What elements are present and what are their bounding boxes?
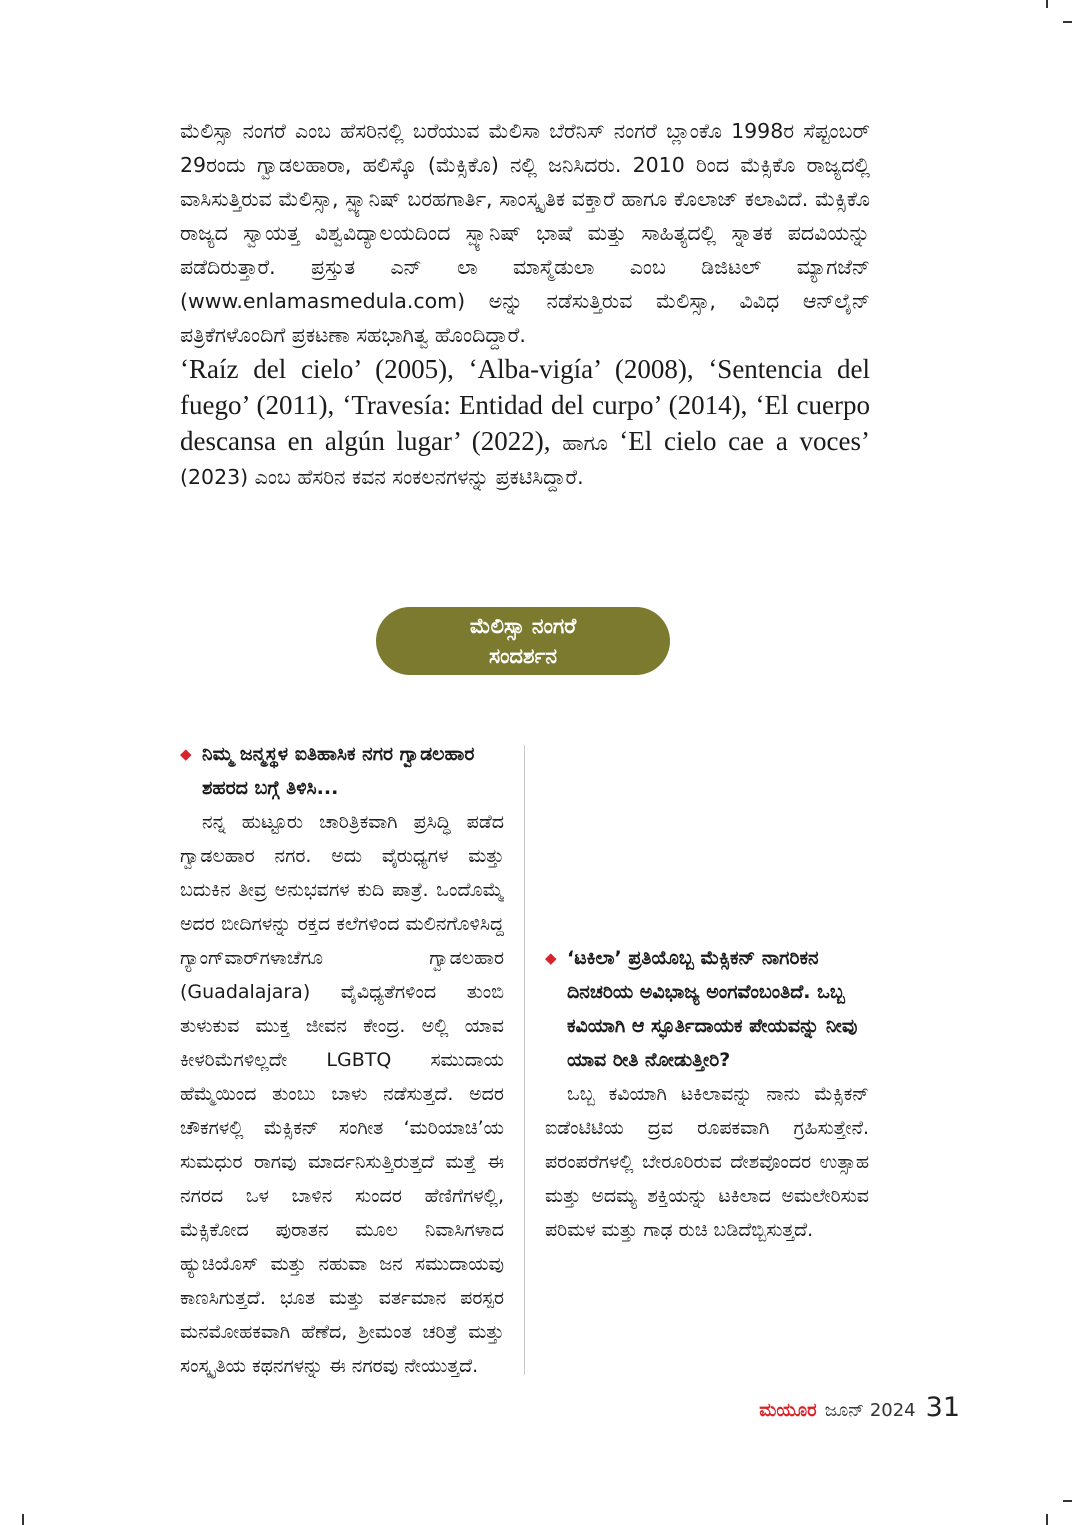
magazine-logo: ಮಯೂರ — [759, 1400, 817, 1421]
crop-mark — [1046, 0, 1048, 8]
interview-answer-continued — [545, 737, 869, 941]
crop-mark — [1063, 21, 1072, 23]
interview-column-right — [545, 737, 869, 1247]
works-list: ‘Raíz del cielo’ (2005), ‘Alba-vigía’ (2008), ‘Sentencia del fuego’ (2011), ‘Travesía: Entidad del curpo’ (2014), ‘El cuerpo descansa en algún lugar’ (2022), — [180, 354, 870, 456]
page-number: 31 — [925, 1392, 960, 1423]
section-title-line1: ಮೆಲಿಸ್ಸಾ ನಂಗರೆ — [469, 614, 577, 638]
issue-date: ಜೂನ್ 2024 — [824, 1400, 916, 1421]
crop-mark — [1063, 1500, 1072, 1502]
interview-answer: ಒಬ್ಬ ಕವಿಯಾಗಿ ಟಕಿಲಾವನ್ನು ನಾನು ಮೆಕ್ಸಿಕನ್ ಐಡೆಂಟಿಟಿಯ ದ್ರವ ರೂಪಕವಾಗಿ ಗ್ರಹಿಸುತ್ತೇನೆ. ಪರಂಪರೆಗಳಲ್ಲಿ ಬೇರೂರಿರುವ ದೇಶವೊಂದರ ಉತ್ಸಾಹ ಮತ್ತು ಅದಮ್ಯ ಶಕ್ತಿಯನ್ನು ಟಕಿಲಾದ ಅಮಲೇರಿಸುವ ಪರಿಮಳ ಮತ್ತು ಗಾಢ ರುಚಿ ಬಡಿದೆಬ್ಬಿಸುತ್ತದೆ. — [545, 1083, 869, 1241]
column-divider — [524, 745, 525, 1375]
works-tail: (2023) ಎಂಬ ಹೆಸರಿನ ಕವನ ಸಂಕಲನಗಳನ್ನು ಪ್ರಕಟಿಸಿದ್ದಾರೆ. — [180, 465, 584, 489]
interview-question: ◆ ನಿಮ್ಮ ಜನ್ಮಸ್ಥಳ ಐತಿಹಾಸಿಕ ನಗರ ಗ್ವಾಡಲಹಾರ ಶಹರದ ಬಗ್ಗೆ ತಿಳಿಸಿ... — [180, 737, 504, 805]
section-title-line2: ಸಂದರ್ಶನ — [488, 644, 558, 668]
author-bio — [180, 114, 870, 494]
page-footer — [759, 1392, 960, 1428]
section-title-pill — [376, 607, 670, 675]
red-diamond-icon: ◆ — [545, 949, 557, 967]
crop-mark — [1046, 1514, 1048, 1525]
works-last: ‘El cielo cae a voces’ — [619, 426, 870, 456]
interview-column-left — [180, 737, 504, 1417]
interview-question: ◆ ‘ಟಕಿಲಾ’ ಪ್ರತಿಯೊಬ್ಬ ಮೆಕ್ಸಿಕನ್ ನಾಗರಿಕನ ದಿನಚರಿಯ ಅವಿಭಾಜ್ಯ ಅಂಗವೆಂಬಂತಿದೆ. ಒಬ್ಬ ಕವಿಯಾಗಿ ಆ ಸ್ಫೂರ್ತಿದಾಯಕ ಪೇಯವನ್ನು ನೀವು ಯಾವ ರೀತಿ ನೋಡುತ್ತೀರಿ? — [545, 941, 869, 1077]
interview-answer: ನನ್ನ ಹುಟ್ಟೂರು ಚಾರಿತ್ರಿಕವಾಗಿ ಪ್ರಸಿದ್ಧಿ ಪಡೆದ ಗ್ವಾಡಲಹಾರ ನಗರ. ಅದು ವೈರುಧ್ಯಗಳ ಮತ್ತು ಬದುಕಿನ ತೀವ್ರ ಅನುಭವಗಳ ಕುದಿ ಪಾತ್ರೆ. ಒಂದೊಮ್ಮೆ ಅದರ ಬೀದಿಗಳನ್ನು ರಕ್ತದ ಕಲೆಗಳಿಂದ ಮಲಿನಗೊಳಿಸಿದ್ದ ಗ್ಯಾಂಗ್‌ವಾರ್‌ಗಳಾಚೆಗೂ ಗ್ವಾಡಲಹಾರ (Guadalajara) ವೈವಿಧ್ಯತೆಗಳಿಂದ ತುಂಬಿ ತುಳುಕುವ ಮುಕ್ತ ಜೀವನ ಕೇಂದ್ರ. ಅಲ್ಲಿ ಯಾವ ಕೀಳರಿಮೆಗಳಿಲ್ಲದೇ LGBTQ ಸಮುದಾಯ ಹೆಮ್ಮೆಯಿಂದ ತುಂಬು ಬಾಳು ನಡೆಸುತ್ತದೆ. ಅದರ ಚೌಕಗಳಲ್ಲಿ ಮೆಕ್ಸಿಕನ್ ಸಂಗೀತ ‘ಮರಿಯಾಚಿ’ಯ ಸುಮಧುರ ರಾಗವು ಮಾರ್ದನಿಸುತ್ತಿರುತ್ತದೆ ಮತ್ತೆ ಈ ನಗರದ ಒಳ ಬಾಳಿನ ಸುಂದರ ಹೆಣಿಗೆಗಳಲ್ಲಿ, ಮೆಕ್ಸಿಕೋದ ಪುರಾತನ ಮೂಲ ನಿವಾಸಿಗಳಾದ ಹ್ಯುಚಿಯೊಸ್ ಮತ್ತು ನಹುವಾ ಜನ ಸಮುದಾಯವು ಕಾಣಸಿಗುತ್ತದೆ. ಭೂತ ಮತ್ತು ವರ್ತಮಾನ ಪರಸ್ಪರ ಮನಮೋಹಕವಾಗಿ ಹೆಣೆದ, ಶ್ರೀಮಂತ ಚರಿತ್ರೆ ಮತ್ತು ಸಂಸ್ಕೃತಿಯ ಕಥನಗಳನ್ನು ಈ ನಗರವು ನೇಯುತ್ತದೆ. — [180, 811, 504, 1377]
bio-works — [180, 352, 870, 494]
bio-paragraph: ಮೆಲಿಸ್ಸಾ ನಂಗರೆ ಎಂಬ ಹೆಸರಿನಲ್ಲಿ ಬರೆಯುವ ಮೆಲಿಸಾ ಬೆರೆನಿಸ್ ನಂಗರೆ ಬ್ಲಾಂಕೊ 1998ರ ಸೆಪ್ಟಂಬರ್ 29ರಂದು ಗ್ವಾಡಲಹಾರಾ, ಹಲಿಸ್ಕೊ (ಮೆಕ್ಸಿಕೊ) ನಲ್ಲಿ ಜನಿಸಿದರು. 2010 ರಿಂದ ಮೆಕ್ಸಿಕೊ ರಾಜ್ಯದಲ್ಲಿ ವಾಸಿಸುತ್ತಿರುವ ಮೆಲಿಸ್ಸಾ, ಸ್ಪ್ಯಾನಿಷ್ ಬರಹಗಾರ್ತಿ, ಸಾಂಸ್ಕೃತಿಕ ವಕ್ತಾರೆ ಹಾಗೂ ಕೊಲಾಜ್ ಕಲಾವಿದೆ. ಮೆಕ್ಸಿಕೊ ರಾಜ್ಯದ ಸ್ವಾಯತ್ತ ವಿಶ್ವವಿದ್ಯಾಲಯದಿಂದ ಸ್ಪ್ಯಾನಿಷ್ ಭಾಷೆ ಮತ್ತು ಸಾಹಿತ್ಯದಲ್ಲಿ ಸ್ನಾತಕ ಪದವಿಯನ್ನು ಪಡೆದಿರುತ್ತಾರೆ. ಪ್ರಸ್ತುತ ಎನ್ ಲಾ ಮಾಸ್ಮೆಡುಲಾ ಎಂಬ ಡಿಜಿಟಲ್ ಮ್ಯಾಗಜೆನ್ (www.enlamasmedula.com) ಅನ್ನು ನಡೆಸುತ್ತಿರುವ ಮೆಲಿಸ್ಸಾ, ವಿವಿಧ ಆನ್‌ಲೈನ್ ಪತ್ರಿಕೆಗಳೊಂದಿಗೆ ಪ್ರಕಟಣಾ ಸಹಭಾಗಿತ್ವ ಹೊಂದಿದ್ದಾರೆ. — [180, 119, 871, 347]
works-conjunction: ಹಾಗೂ — [562, 431, 620, 455]
red-diamond-icon: ◆ — [180, 745, 192, 763]
crop-mark — [22, 1514, 24, 1525]
